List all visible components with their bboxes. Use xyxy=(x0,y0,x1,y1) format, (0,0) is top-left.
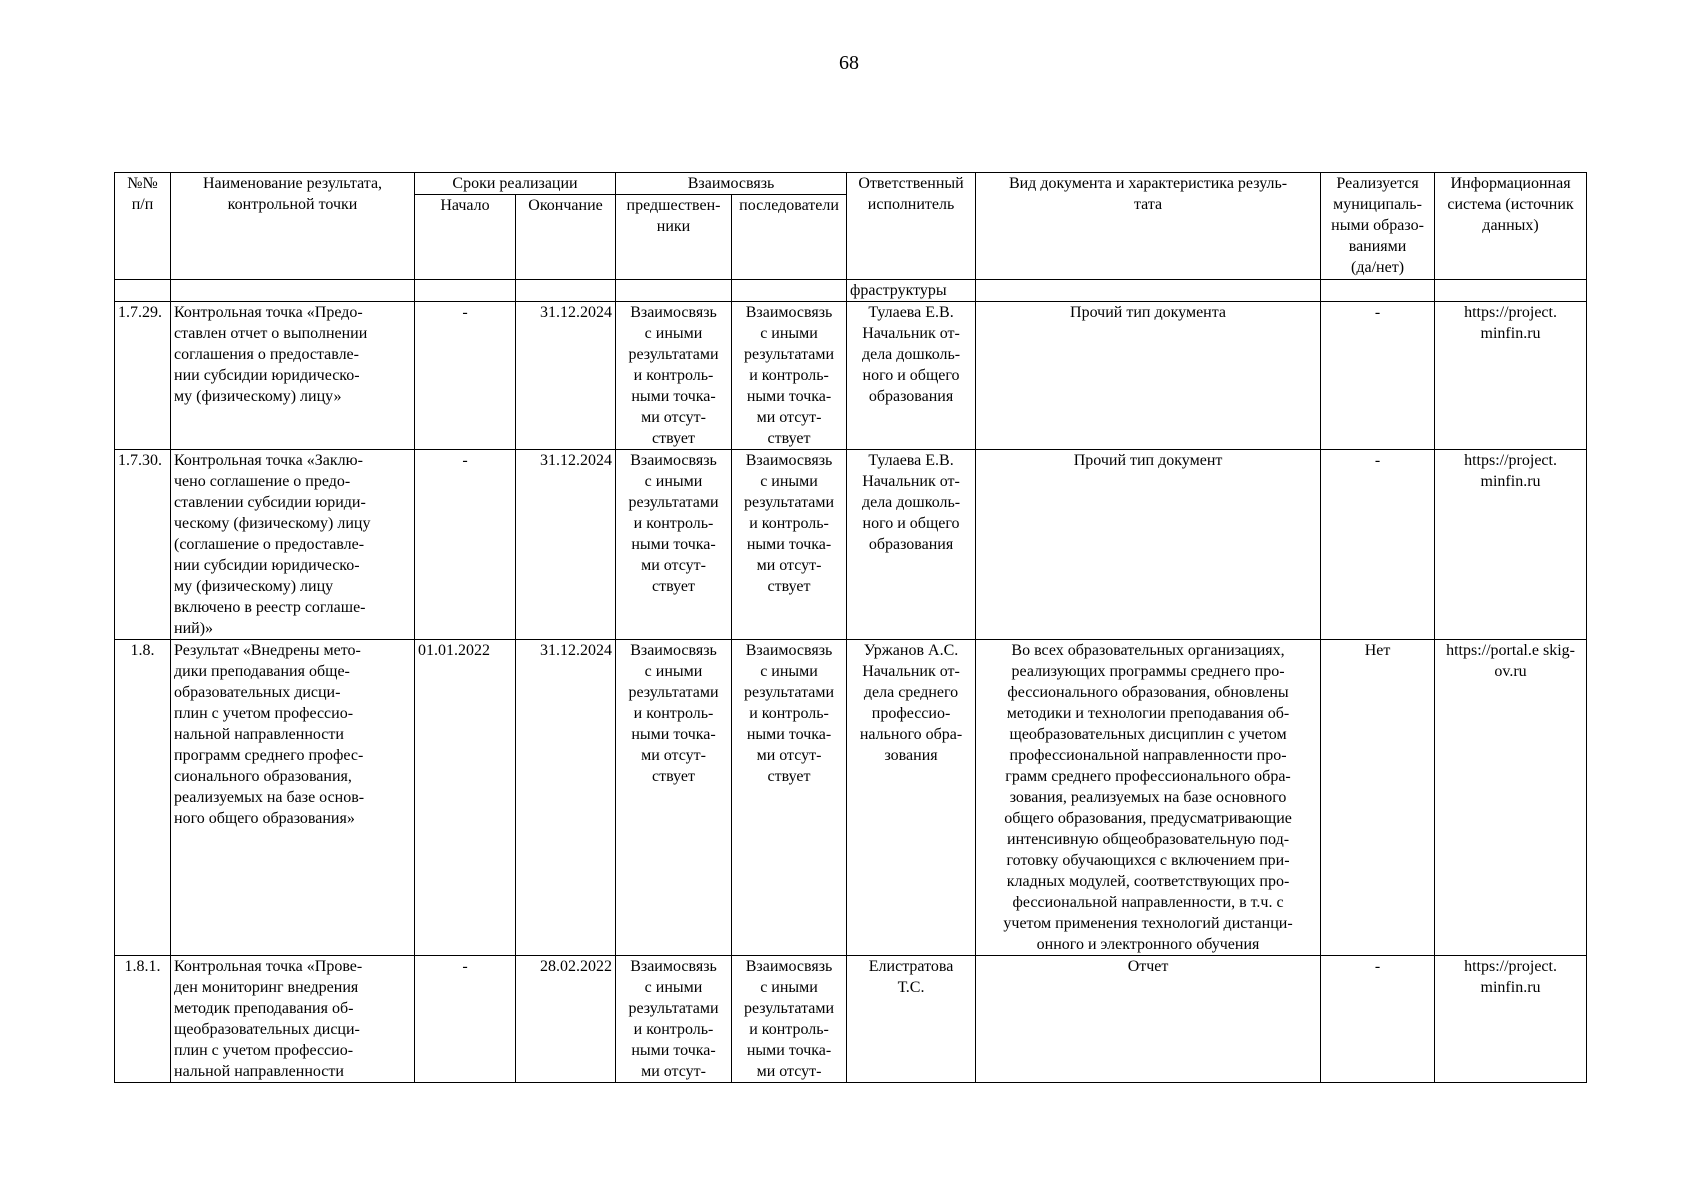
row-successors: Взаимосвязь с иными результатами и контроль- ными точка- ми отсут- ствует xyxy=(732,640,847,956)
table-row xyxy=(115,640,1587,956)
row-responsible: Уржанов А.С. Начальник от- дела среднего профессио- нального обра- зования xyxy=(847,640,976,956)
row-predecessors: Взаимосвязь с иными результатами и контроль- ными точка- ми отсут- ствует xyxy=(616,302,732,450)
header-municipal: Реализуется муниципаль- ными образо- ваниями (да/нет) xyxy=(1321,173,1435,280)
row-municipal: - xyxy=(1321,956,1435,1083)
table-cell xyxy=(616,280,732,302)
header-name: Наименование результата, контрольной точки xyxy=(171,173,415,280)
row-name: Контрольная точка «Предо- ставлен отчет о выполнении соглашения о предоставле- нии субсидии юридическо- му (физическому) лицу» xyxy=(171,302,415,450)
row-name: Контрольная точка «Заклю- чено соглашение о предо- ставлении субсидии юриди- ческому (физическому) лицу (соглашение о предоставле- нии субсидии юридическо- му (физическому) лицу включено в реестр соглаше- ний)» xyxy=(171,450,415,640)
row-doc-type: Во всех образовательных организациях, реализующих программы среднего про- фессионального образования, обновлены методики и технологии преподавания об- щеобразовательных дисциплин с учетом профессиональной направленности про- грамм среднего профессионального обра- зования, реализуемых на базе основного общего образования, предусматривающие интенсивную общеобразовательную под- готовку обучающихся с включением при- кладных модулей, соответствующих про- фессиональной направленности, в т.ч. с учетом применения технологий дистанци- онного и электронного обучения xyxy=(976,640,1321,956)
table-cell xyxy=(976,280,1321,302)
row-end: 31.12.2024 xyxy=(516,302,616,450)
table-cell xyxy=(415,280,516,302)
table-header-row xyxy=(115,173,1587,195)
header-terms: Сроки реализации xyxy=(415,173,616,195)
header-relation: Взаимосвязь xyxy=(616,173,847,195)
row-name: Результат «Внедрены мето- дики преподавания обще- образовательных дисци- плин с учетом профессио- нальной направленности программ среднего профес- сионального образования, реализуемых на базе основ- ного общего образования» xyxy=(171,640,415,956)
row-end: 31.12.2024 xyxy=(516,450,616,640)
table-cell xyxy=(732,280,847,302)
table-row xyxy=(115,302,1587,450)
table-cell xyxy=(516,280,616,302)
continuation-responsible: фраструктуры xyxy=(847,280,976,302)
row-municipal: Нет xyxy=(1321,640,1435,956)
row-info-system: https://portal.e skig- ov.ru xyxy=(1435,640,1587,956)
page-number: 68 xyxy=(839,52,859,74)
row-info-system: https://project. minfin.ru xyxy=(1435,302,1587,450)
row-end: 28.02.2022 xyxy=(516,956,616,1083)
row-doc-type: Отчет xyxy=(976,956,1321,1083)
row-predecessors: Взаимосвязь с иными результатами и контроль- ными точка- ми отсут- ствует xyxy=(616,450,732,640)
plan-table xyxy=(114,172,1587,1083)
table-cell xyxy=(1321,280,1435,302)
row-start: - xyxy=(415,450,516,640)
header-start: Начало xyxy=(415,195,516,280)
header-successors: последователи xyxy=(732,195,847,280)
row-doc-type: Прочий тип документа xyxy=(976,302,1321,450)
header-end: Окончание xyxy=(516,195,616,280)
row-num: 1.7.30. xyxy=(115,450,171,640)
continuation-row xyxy=(115,280,1587,302)
row-start: - xyxy=(415,302,516,450)
table-cell xyxy=(115,280,171,302)
row-end: 31.12.2024 xyxy=(516,640,616,956)
row-responsible: Тулаева Е.В. Начальник от- дела дошколь- ного и общего образования xyxy=(847,450,976,640)
table-row xyxy=(115,956,1587,1083)
row-info-system: https://project. minfin.ru xyxy=(1435,956,1587,1083)
row-municipal: - xyxy=(1321,450,1435,640)
header-info-system: Информационная система (источник данных) xyxy=(1435,173,1587,280)
row-municipal: - xyxy=(1321,302,1435,450)
row-responsible: Тулаева Е.В. Начальник от- дела дошколь- ного и общего образования xyxy=(847,302,976,450)
header-num: №№ п/п xyxy=(115,173,171,280)
row-doc-type: Прочий тип документ xyxy=(976,450,1321,640)
row-info-system: https://project. minfin.ru xyxy=(1435,450,1587,640)
table-row xyxy=(115,450,1587,640)
table-cell xyxy=(1435,280,1587,302)
table-cell xyxy=(171,280,415,302)
row-successors: Взаимосвязь с иными результатами и контроль- ными точка- ми отсут- ствует xyxy=(732,450,847,640)
row-successors: Взаимосвязь с иными результатами и контроль- ными точка- ми отсут- ствует xyxy=(732,302,847,450)
row-num: 1.8. xyxy=(115,640,171,956)
row-successors: Взаимосвязь с иными результатами и контроль- ными точка- ми отсут- xyxy=(732,956,847,1083)
header-doc-type: Вид документа и характеристика резуль- тата xyxy=(976,173,1321,280)
row-predecessors: Взаимосвязь с иными результатами и контроль- ными точка- ми отсут- xyxy=(616,956,732,1083)
row-start: - xyxy=(415,956,516,1083)
row-responsible: Елистратова Т.С. xyxy=(847,956,976,1083)
row-predecessors: Взаимосвязь с иными результатами и контроль- ными точка- ми отсут- ствует xyxy=(616,640,732,956)
row-num: 1.8.1. xyxy=(115,956,171,1083)
row-start: 01.01.2022 xyxy=(415,640,516,956)
header-responsible: Ответственный исполнитель xyxy=(847,173,976,280)
row-name: Контрольная точка «Прове- ден мониторинг внедрения методик преподавания об- щеобразовательных дисци- плин с учетом профессио- нальной направленности xyxy=(171,956,415,1083)
row-num: 1.7.29. xyxy=(115,302,171,450)
header-predecessors: предшествен- ники xyxy=(616,195,732,280)
